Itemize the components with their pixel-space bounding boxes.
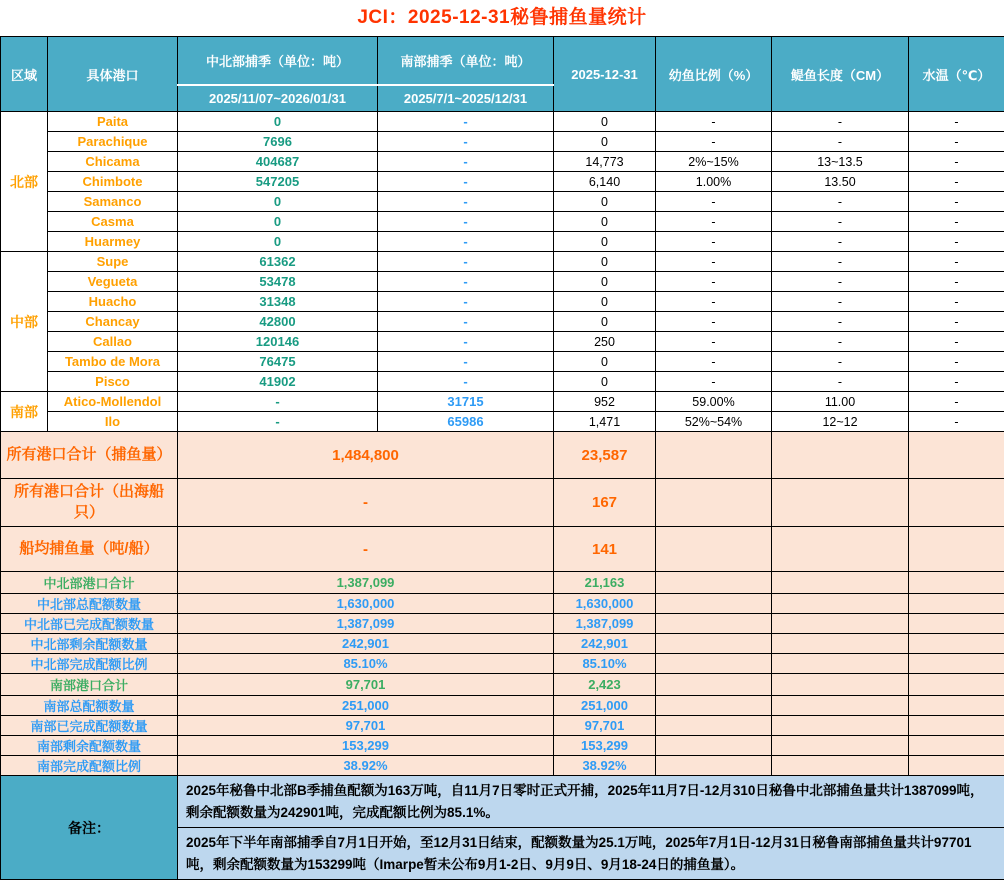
summary-label-cell: 所有港口合计（捕鱼量） xyxy=(1,432,178,479)
juvenile-ratio-cell: 1.00% xyxy=(656,172,772,192)
quota-row xyxy=(1,654,1004,674)
quota-label-cell: 南部剩余配额数量 xyxy=(1,736,178,756)
fish-length-cell: 12~12 xyxy=(772,412,909,432)
quota-daily-cell: 1,387,099 xyxy=(554,614,656,634)
quota-daily-cell: 251,000 xyxy=(554,696,656,716)
summary-daily-cell: 167 xyxy=(554,479,656,527)
water-temp-cell: - xyxy=(909,192,1004,212)
north-catch-cell: 61362 xyxy=(178,252,378,272)
region-cell: 中部 xyxy=(1,252,48,392)
quota-label-cell: 中北部港口合计 xyxy=(1,572,178,594)
summary-label-cell: 船均捕鱼量（吨/船） xyxy=(1,527,178,572)
fish-length-cell: - xyxy=(772,332,909,352)
quota-season-cell: 97,701 xyxy=(178,674,554,696)
south-catch-cell: - xyxy=(378,372,554,392)
daily-catch-cell: 6,140 xyxy=(554,172,656,192)
south-catch-cell: - xyxy=(378,312,554,332)
port-row xyxy=(1,332,1004,352)
north-catch-cell: 42800 xyxy=(178,312,378,332)
quota-row xyxy=(1,696,1004,716)
empty-cell xyxy=(656,572,772,594)
empty-cell xyxy=(656,674,772,696)
daily-catch-cell: 0 xyxy=(554,232,656,252)
port-row xyxy=(1,312,1004,332)
fish-length-cell: - xyxy=(772,252,909,272)
water-temp-cell: - xyxy=(909,292,1004,312)
empty-cell xyxy=(909,479,1004,527)
quota-season-cell: 242,901 xyxy=(178,634,554,654)
empty-cell xyxy=(656,654,772,674)
empty-cell xyxy=(909,594,1004,614)
port-row xyxy=(1,292,1004,312)
quota-label-cell: 中北部总配额数量 xyxy=(1,594,178,614)
juvenile-ratio-cell: - xyxy=(656,292,772,312)
juvenile-ratio-cell: 52%~54% xyxy=(656,412,772,432)
port-name-cell: Pisco xyxy=(48,372,178,392)
fish-length-cell: 11.00 xyxy=(772,392,909,412)
port-name-cell: Callao xyxy=(48,332,178,352)
water-temp-cell: - xyxy=(909,372,1004,392)
south-catch-cell: 31715 xyxy=(378,392,554,412)
north-catch-cell: 404687 xyxy=(178,152,378,172)
water-temp-cell: - xyxy=(909,252,1004,272)
summary-daily-cell: 23,587 xyxy=(554,432,656,479)
north-catch-cell: 41902 xyxy=(178,372,378,392)
port-row xyxy=(1,192,1004,212)
quota-row xyxy=(1,736,1004,756)
quota-season-cell: 85.10% xyxy=(178,654,554,674)
water-temp-cell: - xyxy=(909,232,1004,252)
daily-catch-cell: 0 xyxy=(554,132,656,152)
north-catch-cell: 0 xyxy=(178,192,378,212)
summary-season-cell: - xyxy=(178,527,554,572)
empty-cell xyxy=(909,716,1004,736)
header-south-season: 南部捕季（单位：吨） xyxy=(378,37,554,85)
table-header xyxy=(1,37,1004,112)
juvenile-ratio-cell: - xyxy=(656,132,772,152)
port-name-cell: Parachique xyxy=(48,132,178,152)
north-catch-cell: 120146 xyxy=(178,332,378,352)
quota-season-cell: 251,000 xyxy=(178,696,554,716)
water-temp-cell: - xyxy=(909,352,1004,372)
south-catch-cell: - xyxy=(378,192,554,212)
empty-cell xyxy=(909,432,1004,479)
empty-cell xyxy=(772,696,909,716)
port-row xyxy=(1,372,1004,392)
fish-length-cell: - xyxy=(772,312,909,332)
quota-season-cell: 38.92% xyxy=(178,756,554,776)
empty-cell xyxy=(772,716,909,736)
port-name-cell: Ilo xyxy=(48,412,178,432)
empty-cell xyxy=(656,479,772,527)
daily-catch-cell: 0 xyxy=(554,212,656,232)
daily-catch-cell: 0 xyxy=(554,352,656,372)
empty-cell xyxy=(772,614,909,634)
empty-cell xyxy=(772,756,909,776)
north-catch-cell: 0 xyxy=(178,112,378,132)
north-catch-cell: 0 xyxy=(178,232,378,252)
quota-daily-cell: 153,299 xyxy=(554,736,656,756)
north-catch-cell: - xyxy=(178,412,378,432)
fish-length-cell: - xyxy=(772,372,909,392)
empty-cell xyxy=(909,614,1004,634)
juvenile-ratio-cell: - xyxy=(656,372,772,392)
north-catch-cell: 0 xyxy=(178,212,378,232)
quota-season-cell: 153,299 xyxy=(178,736,554,756)
summary-season-cell: - xyxy=(178,479,554,527)
daily-catch-cell: 1,471 xyxy=(554,412,656,432)
port-name-cell: Huarmey xyxy=(48,232,178,252)
empty-cell xyxy=(772,527,909,572)
juvenile-ratio-cell: - xyxy=(656,232,772,252)
fish-length-cell: - xyxy=(772,112,909,132)
port-name-cell: Vegueta xyxy=(48,272,178,292)
empty-cell xyxy=(909,756,1004,776)
daily-catch-cell: 0 xyxy=(554,192,656,212)
empty-cell xyxy=(909,696,1004,716)
juvenile-ratio-cell: 2%~15% xyxy=(656,152,772,172)
empty-cell xyxy=(909,674,1004,696)
note-text-cell: 2025年下半年南部捕季自7月1日开始，至12月31日结束，配额数量为25.1万吨，2025年7月1日-12月31日秘鲁南部捕鱼量共计97701吨，剩余配额数量为153299吨（Imarpe暂未公布9月1-2日、9月9日、9月18-24日的捕鱼量）。 xyxy=(178,828,1004,880)
notes-label-cell: 备注： xyxy=(1,776,178,880)
empty-cell xyxy=(656,756,772,776)
south-catch-cell: - xyxy=(378,252,554,272)
port-name-cell: Huacho xyxy=(48,292,178,312)
empty-cell xyxy=(909,736,1004,756)
juvenile-ratio-cell: - xyxy=(656,312,772,332)
south-catch-cell: - xyxy=(378,232,554,252)
summary-label-cell: 所有港口合计（出海船只） xyxy=(1,479,178,527)
port-name-cell: Samanco xyxy=(48,192,178,212)
south-catch-cell: - xyxy=(378,352,554,372)
empty-cell xyxy=(656,614,772,634)
empty-cell xyxy=(656,696,772,716)
juvenile-ratio-cell: 59.00% xyxy=(656,392,772,412)
quota-season-cell: 97,701 xyxy=(178,716,554,736)
water-temp-cell: - xyxy=(909,412,1004,432)
juvenile-ratio-cell: - xyxy=(656,212,772,232)
quota-row xyxy=(1,572,1004,594)
region-cell: 北部 xyxy=(1,112,48,252)
quota-daily-cell: 242,901 xyxy=(554,634,656,654)
south-catch-cell: - xyxy=(378,332,554,352)
port-name-cell: Chicama xyxy=(48,152,178,172)
empty-cell xyxy=(656,594,772,614)
port-row xyxy=(1,272,1004,292)
quota-label-cell: 中北部已完成配额数量 xyxy=(1,614,178,634)
port-name-cell: Supe xyxy=(48,252,178,272)
empty-cell xyxy=(772,572,909,594)
juvenile-ratio-cell: - xyxy=(656,112,772,132)
quota-daily-cell: 85.10% xyxy=(554,654,656,674)
quota-daily-cell: 21,163 xyxy=(554,572,656,594)
empty-cell xyxy=(772,432,909,479)
water-temp-cell: - xyxy=(909,152,1004,172)
water-temp-cell: - xyxy=(909,112,1004,132)
empty-cell xyxy=(772,654,909,674)
south-catch-cell: - xyxy=(378,172,554,192)
fish-length-cell: - xyxy=(772,212,909,232)
water-temp-cell: - xyxy=(909,172,1004,192)
water-temp-cell: - xyxy=(909,212,1004,232)
summary-rows xyxy=(1,432,1004,776)
daily-catch-cell: 0 xyxy=(554,112,656,132)
header-date: 2025-12-31 xyxy=(554,37,656,112)
fish-length-cell: 13.50 xyxy=(772,172,909,192)
juvenile-ratio-cell: - xyxy=(656,272,772,292)
port-row xyxy=(1,152,1004,172)
water-temp-cell: - xyxy=(909,312,1004,332)
juvenile-ratio-cell: - xyxy=(656,192,772,212)
port-row xyxy=(1,172,1004,192)
daily-catch-cell: 952 xyxy=(554,392,656,412)
port-name-cell: Paita xyxy=(48,112,178,132)
juvenile-ratio-cell: - xyxy=(656,332,772,352)
juvenile-ratio-cell: - xyxy=(656,352,772,372)
quota-row xyxy=(1,756,1004,776)
port-row xyxy=(1,392,1004,412)
juvenile-ratio-cell: - xyxy=(656,252,772,272)
empty-cell xyxy=(772,674,909,696)
empty-cell xyxy=(656,634,772,654)
quota-label-cell: 南部港口合计 xyxy=(1,674,178,696)
port-row xyxy=(1,412,1004,432)
summary-row xyxy=(1,432,1004,479)
quota-season-cell: 1,387,099 xyxy=(178,572,554,594)
quota-row xyxy=(1,634,1004,654)
quota-label-cell: 南部总配额数量 xyxy=(1,696,178,716)
daily-catch-cell: 0 xyxy=(554,372,656,392)
empty-cell xyxy=(656,716,772,736)
summary-row xyxy=(1,479,1004,527)
daily-catch-cell: 0 xyxy=(554,272,656,292)
south-catch-cell: - xyxy=(378,212,554,232)
fish-length-cell: - xyxy=(772,132,909,152)
fish-length-cell: - xyxy=(772,272,909,292)
fish-length-cell: - xyxy=(772,232,909,252)
empty-cell xyxy=(772,736,909,756)
daily-catch-cell: 14,773 xyxy=(554,152,656,172)
quota-daily-cell: 1,630,000 xyxy=(554,594,656,614)
south-catch-cell: 65986 xyxy=(378,412,554,432)
fish-length-cell: - xyxy=(772,192,909,212)
page-title: JCI：2025-12-31秘鲁捕鱼量统计 xyxy=(357,7,647,28)
water-temp-cell: - xyxy=(909,332,1004,352)
water-temp-cell: - xyxy=(909,272,1004,292)
south-catch-cell: - xyxy=(378,272,554,292)
quota-label-cell: 南部完成配额比例 xyxy=(1,756,178,776)
summary-row xyxy=(1,527,1004,572)
empty-cell xyxy=(656,736,772,756)
notes-section xyxy=(1,776,1004,880)
quota-row xyxy=(1,716,1004,736)
header-anchovy-length: 鳀鱼长度（CM） xyxy=(772,37,909,112)
north-catch-cell: 76475 xyxy=(178,352,378,372)
empty-cell xyxy=(909,634,1004,654)
south-catch-cell: - xyxy=(378,112,554,132)
summary-daily-cell: 141 xyxy=(554,527,656,572)
port-name-cell: Tambo de Mora xyxy=(48,352,178,372)
water-temp-cell: - xyxy=(909,392,1004,412)
quota-row xyxy=(1,674,1004,696)
port-name-cell: Chimbote xyxy=(48,172,178,192)
header-water-temp: 水温（℃） xyxy=(909,37,1004,112)
summary-season-cell: 1,484,800 xyxy=(178,432,554,479)
port-name-cell: Atico-Mollendol xyxy=(48,392,178,412)
water-temp-cell: - xyxy=(909,132,1004,152)
north-catch-cell: 53478 xyxy=(178,272,378,292)
port-rows xyxy=(1,112,1004,432)
empty-cell xyxy=(772,634,909,654)
empty-cell xyxy=(909,527,1004,572)
note-text-cell: 2025年秘鲁中北部B季捕鱼配额为163万吨，自11月7日零时正式开捕，2025年11月7日-12月310日秘鲁中北部捕鱼量共计1387099吨，剩余配额数量为242901吨，完成配额比例为85.1%。 xyxy=(178,776,1004,828)
port-row xyxy=(1,132,1004,152)
quota-row xyxy=(1,614,1004,634)
fish-length-cell: 13~13.5 xyxy=(772,152,909,172)
port-row xyxy=(1,352,1004,372)
quota-label-cell: 南部已完成配额数量 xyxy=(1,716,178,736)
quota-season-cell: 1,387,099 xyxy=(178,614,554,634)
empty-cell xyxy=(772,479,909,527)
quota-daily-cell: 97,701 xyxy=(554,716,656,736)
empty-cell xyxy=(656,432,772,479)
port-row xyxy=(1,252,1004,272)
header-north-season-dates: 2025/11/07~2026/01/31 xyxy=(178,85,378,112)
daily-catch-cell: 250 xyxy=(554,332,656,352)
fish-length-cell: - xyxy=(772,292,909,312)
port-row xyxy=(1,212,1004,232)
south-catch-cell: - xyxy=(378,132,554,152)
empty-cell xyxy=(656,527,772,572)
quota-row xyxy=(1,594,1004,614)
header-juvenile-ratio: 幼鱼比例（%） xyxy=(656,37,772,112)
north-catch-cell: 31348 xyxy=(178,292,378,312)
catch-statistics-table xyxy=(0,36,1004,880)
header-north-season: 中北部捕季（单位：吨） xyxy=(178,37,378,85)
empty-cell xyxy=(909,654,1004,674)
port-row xyxy=(1,112,1004,132)
port-row xyxy=(1,232,1004,252)
daily-catch-cell: 0 xyxy=(554,292,656,312)
south-catch-cell: - xyxy=(378,292,554,312)
quota-daily-cell: 38.92% xyxy=(554,756,656,776)
header-region: 区域 xyxy=(1,37,48,112)
daily-catch-cell: 0 xyxy=(554,312,656,332)
north-catch-cell: 7696 xyxy=(178,132,378,152)
header-south-season-dates: 2025/7/1~2025/12/31 xyxy=(378,85,554,112)
north-catch-cell: 547205 xyxy=(178,172,378,192)
fish-length-cell: - xyxy=(772,352,909,372)
quota-season-cell: 1,630,000 xyxy=(178,594,554,614)
daily-catch-cell: 0 xyxy=(554,252,656,272)
quota-daily-cell: 2,423 xyxy=(554,674,656,696)
port-name-cell: Casma xyxy=(48,212,178,232)
south-catch-cell: - xyxy=(378,152,554,172)
north-catch-cell: - xyxy=(178,392,378,412)
quota-label-cell: 中北部剩余配额数量 xyxy=(1,634,178,654)
empty-cell xyxy=(772,594,909,614)
quota-label-cell: 中北部完成配额比例 xyxy=(1,654,178,674)
header-port: 具体港口 xyxy=(48,37,178,112)
empty-cell xyxy=(909,572,1004,594)
region-cell: 南部 xyxy=(1,392,48,432)
port-name-cell: Chancay xyxy=(48,312,178,332)
